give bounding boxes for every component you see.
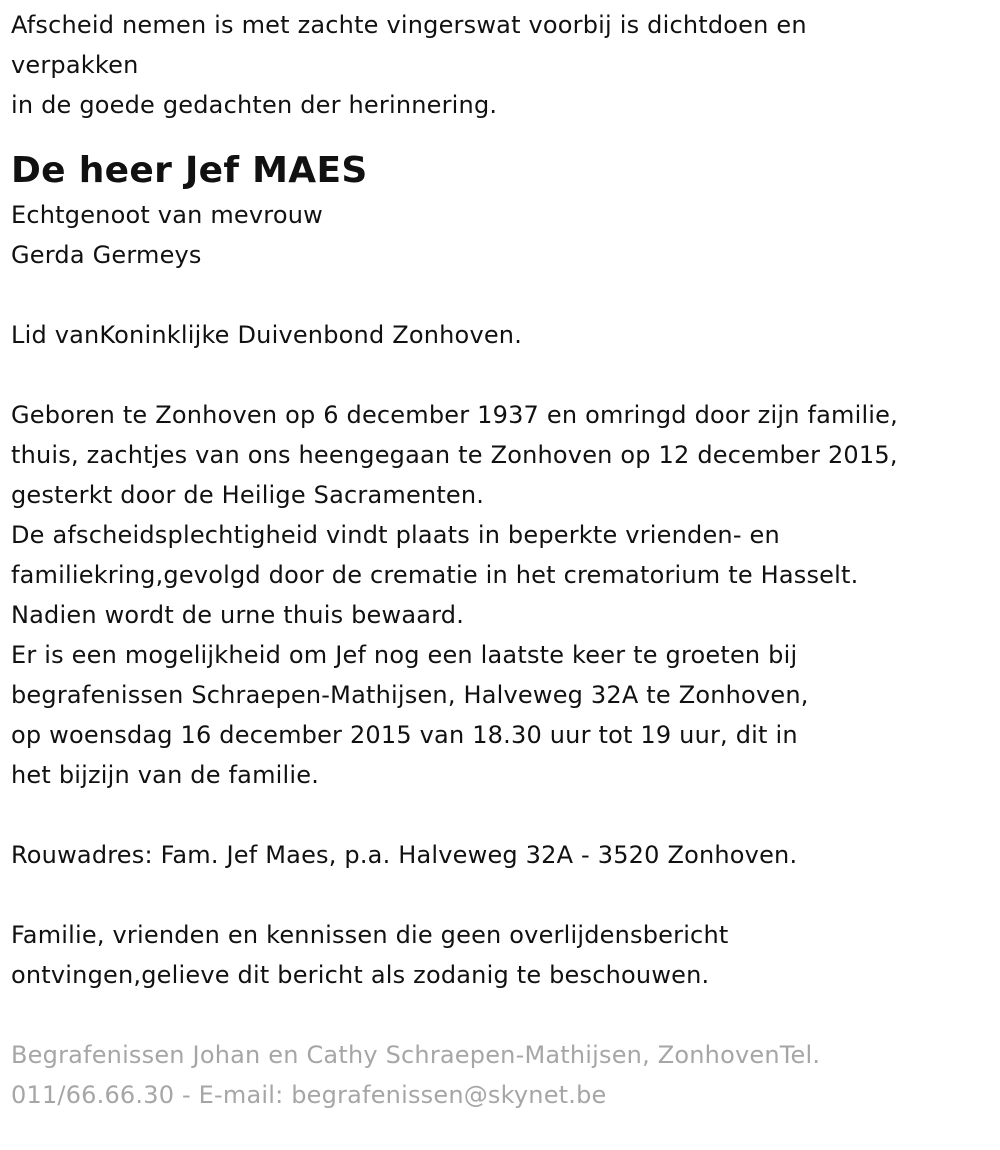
deceased-block: [11, 147, 986, 275]
announcement-line: gesterkt door de Heilige Sacramenten.: [11, 481, 485, 509]
announcement-line: begrafenissen Schraepen-Mathijsen, Halveweg 32A te Zonhoven,: [11, 681, 809, 709]
membership: Lid vanKoninklijke Duivenbond Zonhoven.: [11, 321, 523, 349]
obituary-document: [11, 5, 986, 1115]
announcement-line: De afscheidsplechtigheid vindt plaats in beperkte vrienden- en: [11, 521, 780, 549]
spouse-name: Gerda Germeys: [11, 241, 202, 269]
poem-line: in de goede gedachten der herinnering.: [11, 91, 498, 119]
announcement-line: thuis, zachtjes van ons heengegaan te Zonhoven op 12 december 2015,: [11, 441, 898, 469]
deceased-name: De heer Jef MAES: [11, 150, 368, 191]
announcement: [11, 395, 986, 795]
announcement-line: Er is een mogelijkheid om Jef nog een laatste keer te groeten bij: [11, 641, 798, 669]
spacer: [11, 995, 986, 1035]
notice: [11, 915, 986, 995]
spacer: [11, 275, 986, 315]
announcement-line: Geboren te Zonhoven op 6 december 1937 en omringd door zijn familie,: [11, 401, 898, 429]
spacer: [11, 795, 986, 835]
notice-line: ontvingen,gelieve dit bericht als zodanig te beschouwen.: [11, 961, 710, 989]
announcement-line: op woensdag 16 december 2015 van 18.30 uur tot 19 uur, dit in: [11, 721, 798, 749]
notice-line: Familie, vrienden en kennissen die geen overlijdensbericht: [11, 921, 729, 949]
announcement-line: familiekring,gevolgd door de crematie in het crematorium te Hasselt.: [11, 561, 859, 589]
announcement-line: Nadien wordt de urne thuis bewaard.: [11, 601, 465, 629]
poem-line: Afscheid nemen is met zachte vingerswat voorbij is dichtdoen en: [11, 11, 807, 39]
footer-line: 011/66.66.30 - E-mail: begrafenissen@skynet.be: [11, 1081, 607, 1109]
poem-line: verpakken: [11, 51, 139, 79]
funeral-home-footer: [11, 1035, 986, 1115]
spouse-line: Echtgenoot van mevrouw: [11, 201, 323, 229]
announcement-line: het bijzijn van de familie.: [11, 761, 320, 789]
spacer: [11, 355, 986, 395]
spacer: [11, 875, 986, 915]
spacer: [11, 125, 986, 147]
footer-line: Begrafenissen Johan en Cathy Schraepen-Mathijsen, ZonhovenTel.: [11, 1041, 821, 1069]
mourning-address: Rouwadres: Fam. Jef Maes, p.a. Halveweg 32A - 3520 Zonhoven.: [11, 841, 798, 869]
poem: [11, 5, 986, 125]
